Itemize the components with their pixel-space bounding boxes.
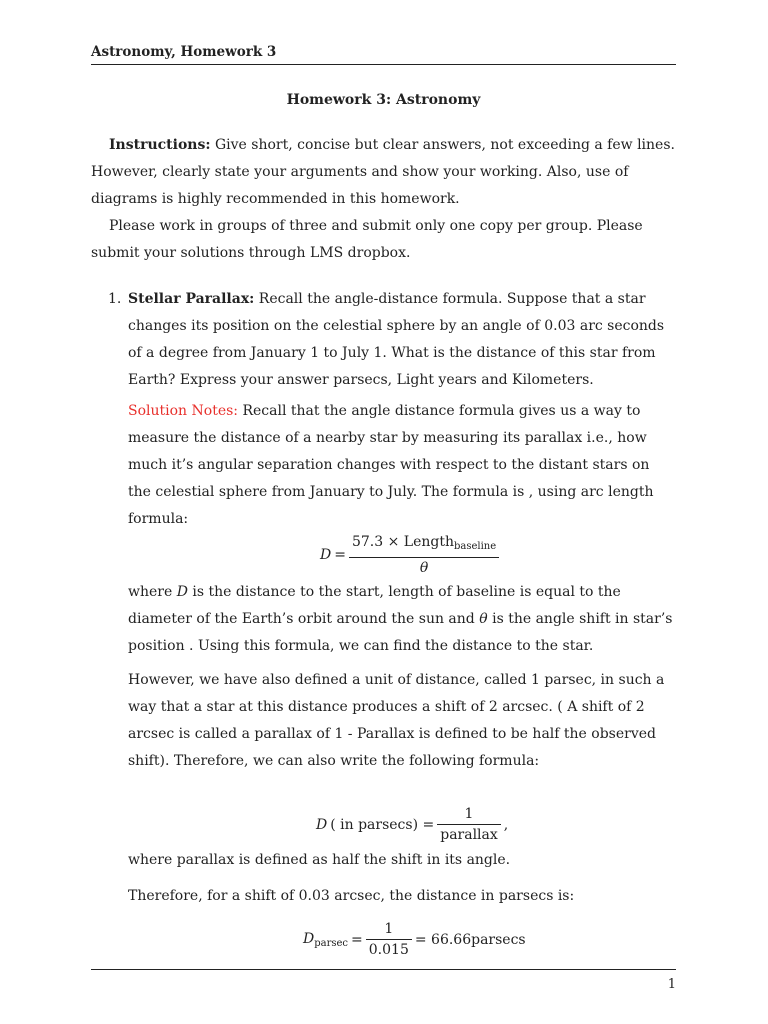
eq2-lhs-var: D <box>316 816 328 833</box>
eq3-fraction <box>366 919 412 960</box>
instructions-label: Instructions: <box>109 137 211 153</box>
where1-var-d: D <box>176 584 188 600</box>
question-label: Stellar Parallax: <box>128 291 255 307</box>
eq3-denominator: 0.015 <box>368 942 409 958</box>
eq2-trail: , <box>503 816 509 833</box>
solution-intro-text: Recall that the angle distance formula gives us a way to measure the distance of a nearby star by measuring its parallax i.e., how much it’s angular separation changes with respect to the distant stars on the celestial sphere from January to July. The formula is , using arc length formula: <box>128 403 654 527</box>
where-paragraph-1 <box>128 579 676 660</box>
equation-result <box>303 919 526 960</box>
eq1-equals: = <box>334 547 346 563</box>
instructions-text: Give short, concise but clear answers, not exceeding a few lines. However, clearly state your arguments and show your working. Also, use of diagrams is highly recommended in this homework. <box>91 137 675 207</box>
eq1-numerator: 57.3 × Length <box>351 534 454 550</box>
eq1-denominator: θ <box>419 560 429 576</box>
page-title: Homework 3: Astronomy <box>286 92 481 108</box>
eq3-lhs-var: D <box>303 930 315 947</box>
eq1-numerator-sub: baseline <box>453 541 497 552</box>
eq1-fraction <box>349 532 499 578</box>
equation-parsec <box>316 804 508 845</box>
groups-paragraph: Please work in groups of three and submit only one copy per group. Please submit your solutions through LMS dropbox. <box>91 218 643 261</box>
where1-part2: is the distance to the start, length of baseline is equal to the diameter of the Earth’s orbit around the sun and <box>128 584 621 627</box>
question-1 <box>108 286 676 394</box>
instructions-paragraph <box>91 132 676 213</box>
therefore-paragraph: Therefore, for a shift of 0.03 arcsec, the distance in parsecs is: <box>128 888 575 904</box>
question-text: Recall the angle-distance formula. Suppose that a star changes its position on the celestial sphere by an angle of 0.03 arc seconds of a degree from January 1 to July 1. What is the distance of this star from Earth? Express your answer parsecs, Light years and Kilometers. <box>128 291 665 388</box>
question-body <box>128 286 676 394</box>
question-number: 1. <box>108 291 122 307</box>
page-number: 1 <box>667 977 676 992</box>
eq2-lhs-rest: ( in parsecs) = <box>330 816 435 833</box>
eq3-lhs-sub: parsec <box>314 937 349 949</box>
parsec-paragraph: However, we have also defined a unit of distance, called 1 parsec, in such a way that a star at this distance produces a shift of 2 arcsec. ( A shift of 2 arcsec is called a parallax of 1 - Parallax is defined to be half the observed shift). Therefore, we can also write the following formula: <box>128 672 665 769</box>
where-paragraph-2: where parallax is defined as half the shift in its angle. <box>128 852 511 868</box>
eq3-result: = 66.66parsecs <box>414 931 526 948</box>
footer-rule <box>91 969 676 970</box>
eq1-lhs: D <box>320 547 332 563</box>
eq3-numerator: 1 <box>366 919 412 940</box>
equation-angle-distance <box>320 532 499 578</box>
where1-var-theta: θ <box>479 611 488 627</box>
eq2-fraction <box>437 804 501 845</box>
where1-part1: where <box>128 584 177 600</box>
header-rule <box>91 64 676 65</box>
eq2-denominator: parallax <box>440 827 498 843</box>
running-head: Astronomy, Homework 3 <box>91 44 277 60</box>
solution-label: Solution Notes: <box>128 403 239 419</box>
eq2-numerator: 1 <box>437 804 501 825</box>
where1-part3: is the angle shift in star’s position . Using this formula, we can find the distance to the star. <box>128 611 673 654</box>
eq3-equals: = <box>351 931 363 948</box>
solution-intro <box>128 398 676 533</box>
